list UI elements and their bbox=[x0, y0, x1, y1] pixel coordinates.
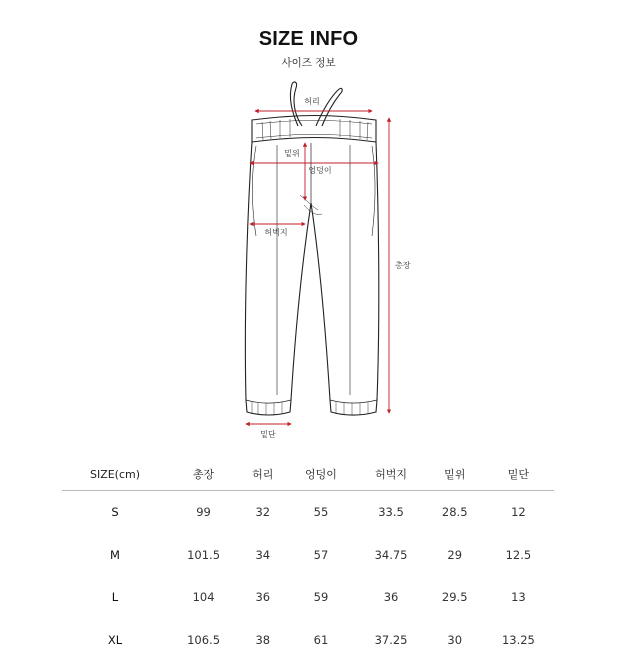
col-header-length: 총장 bbox=[168, 458, 239, 491]
table-cell: 13 bbox=[483, 576, 554, 619]
size-cell: M bbox=[62, 534, 168, 577]
table-cell: 55 bbox=[286, 491, 355, 534]
table-cell: 36 bbox=[355, 576, 426, 619]
table-cell: 57 bbox=[286, 534, 355, 577]
table-cell: 101.5 bbox=[168, 534, 239, 577]
measurement-labels bbox=[260, 96, 410, 439]
col-header-waist: 허리 bbox=[239, 458, 286, 491]
table-header-row bbox=[62, 458, 554, 491]
table-cell: 106.5 bbox=[168, 619, 239, 661]
thigh-label: 허벅지 bbox=[264, 227, 287, 237]
table-row bbox=[62, 534, 554, 577]
hem-label: 밑단 bbox=[260, 429, 276, 439]
table-cell: 12 bbox=[483, 491, 554, 534]
table-cell: 59 bbox=[286, 576, 355, 619]
size-table bbox=[62, 458, 554, 661]
table-cell: 36 bbox=[239, 576, 286, 619]
size-cell: XL bbox=[62, 619, 168, 661]
table-cell: 28.5 bbox=[427, 491, 483, 534]
col-header-hem: 밑단 bbox=[483, 458, 554, 491]
col-header-rise: 밑위 bbox=[427, 458, 483, 491]
table-cell: 61 bbox=[286, 619, 355, 661]
size-cell: L bbox=[62, 576, 168, 619]
table-cell: 34 bbox=[239, 534, 286, 577]
table-cell: 32 bbox=[239, 491, 286, 534]
table-cell: 13.25 bbox=[483, 619, 554, 661]
table-cell: 37.25 bbox=[355, 619, 426, 661]
pants-measurement-diagram bbox=[0, 75, 617, 445]
measurement-lines bbox=[246, 111, 389, 424]
hip-label: 엉덩이 bbox=[308, 165, 331, 175]
page-subtitle: 사이즈 정보 bbox=[0, 55, 617, 70]
table-row bbox=[62, 491, 554, 534]
table-cell: 38 bbox=[239, 619, 286, 661]
page-title: SIZE INFO bbox=[0, 28, 617, 51]
table-cell: 34.75 bbox=[355, 534, 426, 577]
size-cell: S bbox=[62, 491, 168, 534]
table-cell: 104 bbox=[168, 576, 239, 619]
table-cell: 99 bbox=[168, 491, 239, 534]
table-cell: 29 bbox=[427, 534, 483, 577]
col-header-thigh: 허벅지 bbox=[355, 458, 426, 491]
table-cell: 30 bbox=[427, 619, 483, 661]
table-row bbox=[62, 619, 554, 661]
length-label: 총장 bbox=[395, 260, 411, 270]
table-cell: 29.5 bbox=[427, 576, 483, 619]
pants-illustration bbox=[245, 82, 378, 415]
rise-label: 밑위 bbox=[284, 148, 299, 158]
table-cell: 12.5 bbox=[483, 534, 554, 577]
col-header-hip: 엉덩이 bbox=[286, 458, 355, 491]
table-row bbox=[62, 576, 554, 619]
table-cell: 33.5 bbox=[355, 491, 426, 534]
col-header-size: SIZE(cm) bbox=[62, 458, 168, 491]
waist-label: 허리 bbox=[304, 96, 319, 106]
